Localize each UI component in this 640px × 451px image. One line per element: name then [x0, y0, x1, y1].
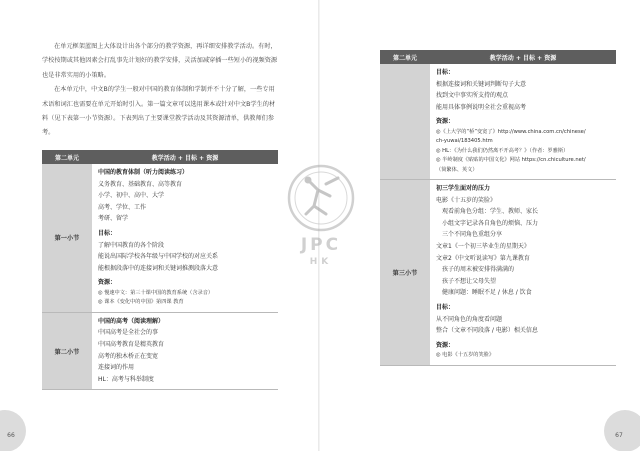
- section-content: [430, 64, 616, 180]
- list-line: 中国高考是全社会的事: [98, 329, 159, 337]
- list-line: 观看前角色分组：学生、教师、家长: [436, 208, 539, 216]
- list-line: 能用具体事例说明全社会重视高考: [436, 103, 527, 111]
- table-row: [42, 312, 278, 390]
- list-line: 中国高考教育是精英教育: [98, 340, 165, 348]
- list-line: 整合（文章不同段落 / 电影）相关信息: [436, 327, 538, 335]
- list-line: 能根据段落中的连接词和关键词推测段落大意: [98, 264, 219, 272]
- activity-header: 教学活动 + 目标 + 资源: [430, 50, 616, 64]
- section-content: [92, 312, 278, 390]
- section-label: 第三小节: [380, 180, 430, 366]
- lesson-plan-table-left: [42, 150, 278, 390]
- list-line: 孩子的周末被安排得满满的: [436, 266, 515, 274]
- list-line: 资源：: [98, 279, 117, 287]
- list-line: 中国的教育体制（听力阅读练习）: [98, 169, 189, 176]
- list-line: ch-yuwai/183405.htm: [436, 138, 493, 145]
- table-row: [380, 180, 616, 366]
- section-label: 第一小节: [42, 164, 92, 312]
- page-number-right: [604, 410, 640, 451]
- page-number-text: 67: [615, 432, 623, 439]
- list-line: ◎ HL：《为什么我们仍然离不开高考？》（作者：罗雅斯）: [436, 147, 569, 154]
- watermark-figure-icon: [306, 178, 338, 214]
- list-line: ◎《上大学的“桥”变宽了》http://www.china.com.cn/chinese/: [436, 128, 586, 135]
- watermark-head-icon: [305, 177, 312, 184]
- table-header-row: [42, 150, 278, 164]
- watermark-inner-ring: [295, 172, 347, 224]
- section-content: [92, 164, 278, 312]
- jpc-watermark-logo: [282, 160, 360, 270]
- list-line: 目标：: [436, 303, 455, 311]
- section-label: 第二小节: [42, 312, 92, 390]
- list-line: 初三学生面对的压力: [436, 185, 491, 192]
- page-number-text: 66: [7, 432, 15, 439]
- watermark-subtext: HK: [309, 257, 333, 267]
- list-line: 三个不同角色重组分享: [436, 231, 503, 239]
- intro-text: [42, 40, 278, 141]
- list-line: ◎ 课本《变化中的中国》第四课 教育: [98, 299, 184, 306]
- section-label: [380, 64, 430, 180]
- list-line: 根据连接词和关键词判断句子大意: [436, 80, 527, 88]
- intro-paragraph-2: 在本单元中，中文B的学生一般对中国的教育体制和学制并不十分了解，一些专用术语和词汇也需要在单元开始时引入。第一篇文章可以选用课本或针对中文B学生的材料（见下表第一小节资源）。下表列出了主要课堂教学活动及其资源清单，供教师们参考。: [42, 86, 276, 137]
- list-line: 文章1《一个初三毕业生的星期天》: [436, 242, 530, 250]
- list-line: 了解中国教育的各个阶段: [98, 241, 165, 249]
- list-line: 目标：: [436, 69, 455, 76]
- list-line: 找到文中事实所支持的观点: [436, 92, 509, 100]
- list-line: 小学、初中、高中、大学: [98, 192, 165, 200]
- lesson-plan-table-right: [380, 50, 616, 366]
- list-line: HL：高考与科举制度: [98, 375, 154, 383]
- table-row: [42, 164, 278, 312]
- list-line: 资源：: [436, 341, 455, 349]
- list-line: 电影《十五岁的笑脸》: [436, 196, 497, 204]
- list-line: 义务教育、基础教育、高等教育: [98, 180, 183, 188]
- list-line: 能说出国际学校各年级与中国学校的对应关系: [98, 253, 219, 261]
- list-line: 考研、留学: [98, 215, 129, 223]
- list-line: 连接词的作用: [98, 364, 135, 372]
- list-line: 中国的高考（阅读理解）: [98, 317, 165, 325]
- list-line: 高考、学位、工作: [98, 203, 147, 211]
- list-line: 健康问题：睡眠不足 / 休息 / 饮食: [436, 289, 532, 297]
- unit-header: 第二单元: [42, 150, 92, 164]
- intro-paragraph-1: 在单元框架蓝图上大体设计出各个部分的教学资源，再详细安排教学活动。有时，学校按期或其他因素会打乱事先计划好的教学安排，灵活加减穿插一些短小的视频资源也是非常实用的小策略。: [42, 43, 278, 79]
- list-line: 目标：: [98, 229, 117, 237]
- list-line: 资源：: [436, 118, 455, 126]
- list-line: ◎ 慢速中文：第三十课中国的教育系统（含录音）: [98, 289, 214, 296]
- list-line: （简繁体、英文）: [436, 166, 478, 173]
- activity-header: 教学活动 + 目标 + 资源: [92, 150, 278, 164]
- table-header-row: [380, 50, 616, 64]
- list-line: 高考的独木桥正在变宽: [98, 352, 159, 360]
- list-line: 孩子不想让父母失望: [436, 277, 497, 285]
- list-line: ◎ 电影《十五岁的笑脸》: [436, 352, 495, 359]
- list-line: ◎ 半岭制度《贴贴的中国文化》网站 https://cn.chiculture.net/: [436, 157, 586, 164]
- list-line: 从不同角色的角度看问题: [436, 315, 503, 323]
- page-number-left: [0, 410, 26, 451]
- watermark-ring: [289, 166, 353, 230]
- section-content: [430, 180, 616, 366]
- unit-header: 第二单元: [380, 50, 430, 64]
- watermark-text: JPC: [300, 235, 342, 255]
- table-row: [380, 64, 616, 180]
- list-line: 小组文字记录各自角色的烦恼、压力: [436, 219, 539, 227]
- list-line: 文章2《中文听说读写》第九课教育: [436, 254, 530, 262]
